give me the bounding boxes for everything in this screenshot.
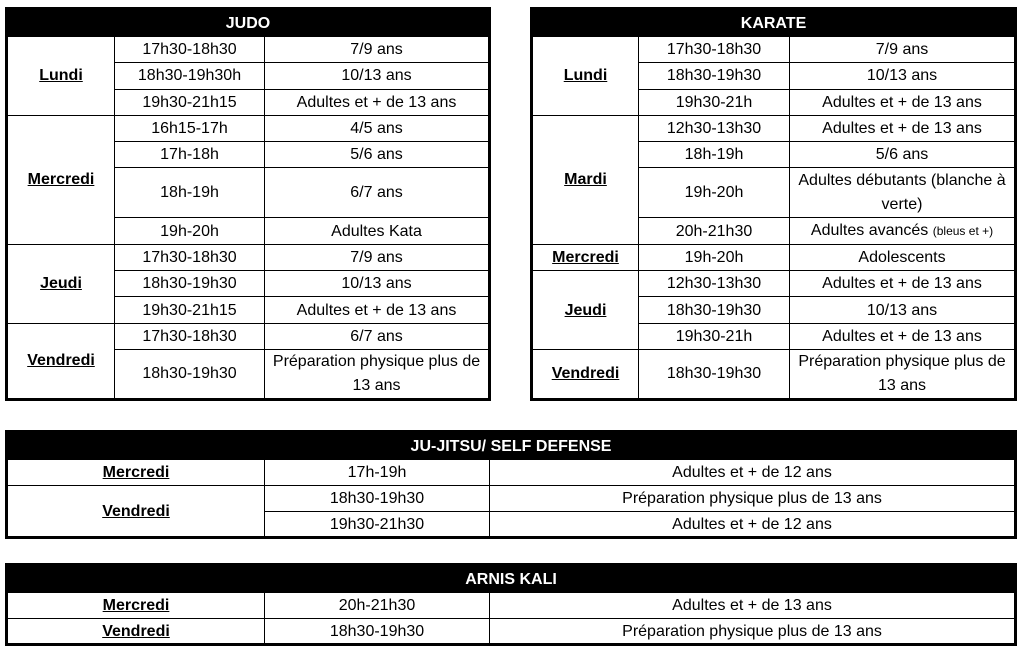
karate-day-mercredi: Mercredi	[532, 244, 639, 270]
arnis-day-vendredi: Vendredi	[7, 619, 265, 645]
judo-group: 10/13 ans	[265, 63, 490, 89]
judo-group: 7/9 ans	[265, 244, 490, 270]
karate-group	[790, 218, 1016, 244]
karate-group: Préparation physique plus de 13 ans	[790, 349, 1016, 399]
judo-time: 19h30-21h15	[115, 297, 265, 323]
jujitsu-day-vendredi: Vendredi	[7, 486, 265, 538]
karate-group-label: Adultes avancés	[810, 222, 929, 240]
karate-group: 10/13 ans	[790, 63, 1016, 89]
arnis-group: Préparation physique plus de 13 ans	[490, 619, 1016, 645]
karate-day-vendredi: Vendredi	[532, 349, 639, 399]
karate-group: Adolescents	[790, 244, 1016, 270]
judo-time: 18h30-19h30	[115, 349, 265, 399]
judo-group: 7/9 ans	[265, 37, 490, 63]
karate-group: Adultes et + de 13 ans	[790, 323, 1016, 349]
judo-group: Préparation physique plus de 13 ans	[265, 349, 490, 399]
jujitsu-day-mercredi: Mercredi	[7, 460, 265, 486]
arnis-group: Adultes et + de 13 ans	[490, 593, 1016, 619]
jujitsu-schedule-table	[5, 430, 1017, 539]
judo-time: 17h30-18h30	[115, 323, 265, 349]
judo-day-jeudi: Jeudi	[7, 244, 115, 323]
karate-time: 19h-20h	[639, 168, 790, 218]
judo-time: 17h-18h	[115, 142, 265, 168]
judo-group: 5/6 ans	[265, 142, 490, 168]
judo-time: 17h30-18h30	[115, 37, 265, 63]
jujitsu-group: Préparation physique plus de 13 ans	[490, 486, 1016, 512]
arnis-time: 20h-21h30	[265, 593, 490, 619]
judo-group: 6/7 ans	[265, 323, 490, 349]
arnis-time: 18h30-19h30	[265, 619, 490, 645]
karate-time: 18h30-19h30	[639, 349, 790, 399]
karate-time: 18h30-19h30	[639, 63, 790, 89]
judo-group: 10/13 ans	[265, 271, 490, 297]
judo-time: 18h30-19h30h	[115, 63, 265, 89]
judo-day-vendredi: Vendredi	[7, 323, 115, 399]
judo-time: 17h30-18h30	[115, 244, 265, 270]
judo-day-mercredi: Mercredi	[7, 115, 115, 244]
judo-group: Adultes et + de 13 ans	[265, 297, 490, 323]
judo-time: 19h30-21h15	[115, 89, 265, 115]
karate-group: Adultes débutants (blanche à verte)	[790, 168, 1016, 218]
judo-time: 18h-19h	[115, 168, 265, 218]
karate-time: 12h30-13h30	[639, 271, 790, 297]
jujitsu-title: JU-JITSU/ SELF DEFENSE	[7, 432, 1016, 460]
karate-group: 10/13 ans	[790, 297, 1016, 323]
karate-day-lundi: Lundi	[532, 37, 639, 116]
karate-schedule-table	[530, 7, 1017, 401]
judo-group: 4/5 ans	[265, 115, 490, 141]
arnis-title: ARNIS KALI	[7, 565, 1016, 593]
arnis-schedule-table	[5, 563, 1017, 646]
karate-group: Adultes et + de 13 ans	[790, 89, 1016, 115]
karate-group: 7/9 ans	[790, 37, 1016, 63]
karate-time: 17h30-18h30	[639, 37, 790, 63]
judo-time: 19h-20h	[115, 218, 265, 244]
karate-day-mardi: Mardi	[532, 115, 639, 244]
judo-group: Adultes Kata	[265, 218, 490, 244]
judo-group: Adultes et + de 13 ans	[265, 89, 490, 115]
karate-time: 12h30-13h30	[639, 115, 790, 141]
jujitsu-time: 18h30-19h30	[265, 486, 490, 512]
judo-day-lundi: Lundi	[7, 37, 115, 116]
karate-day-jeudi: Jeudi	[532, 271, 639, 350]
jujitsu-time: 19h30-21h30	[265, 512, 490, 538]
karate-time: 18h30-19h30	[639, 297, 790, 323]
karate-group-note: (bleus et +)	[932, 224, 994, 239]
karate-title: KARATE	[532, 9, 1016, 37]
jujitsu-time: 17h-19h	[265, 460, 490, 486]
karate-group: 5/6 ans	[790, 142, 1016, 168]
karate-time: 20h-21h30	[639, 218, 790, 244]
karate-time: 19h30-21h	[639, 323, 790, 349]
judo-time: 18h30-19h30	[115, 271, 265, 297]
karate-time: 19h30-21h	[639, 89, 790, 115]
judo-title: JUDO	[7, 9, 490, 37]
jujitsu-group: Adultes et + de 12 ans	[490, 512, 1016, 538]
judo-group: 6/7 ans	[265, 168, 490, 218]
karate-group: Adultes et + de 13 ans	[790, 271, 1016, 297]
judo-time: 16h15-17h	[115, 115, 265, 141]
karate-group: Adultes et + de 13 ans	[790, 115, 1016, 141]
karate-time: 18h-19h	[639, 142, 790, 168]
judo-schedule-table	[5, 7, 491, 401]
jujitsu-group: Adultes et + de 12 ans	[490, 460, 1016, 486]
karate-time: 19h-20h	[639, 244, 790, 270]
arnis-day-mercredi: Mercredi	[7, 593, 265, 619]
